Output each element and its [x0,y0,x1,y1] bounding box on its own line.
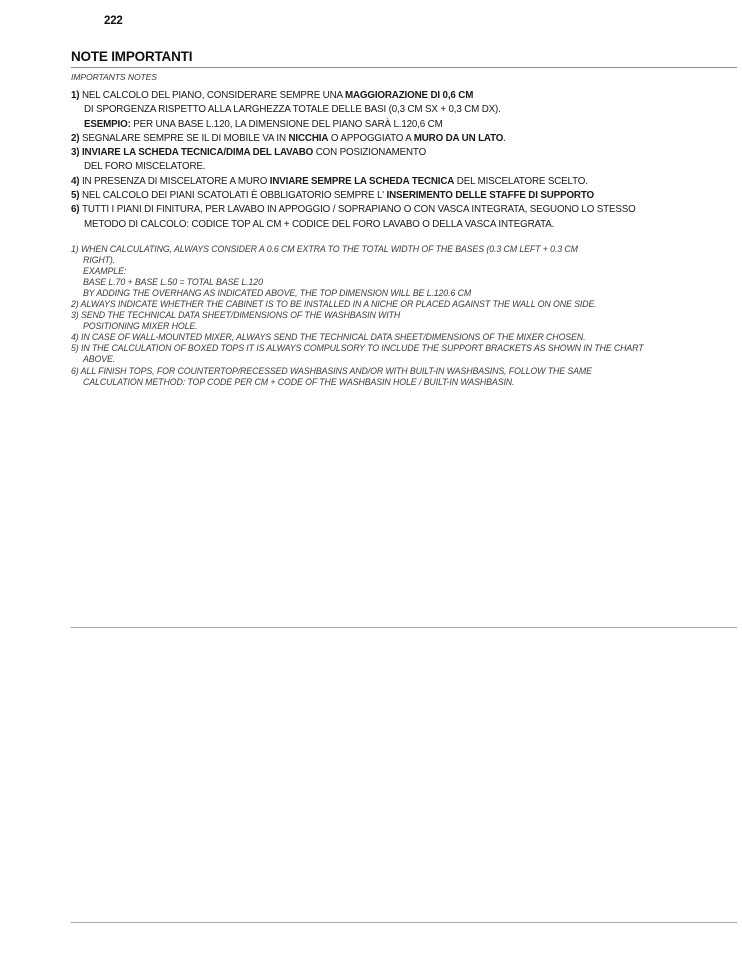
note-text: POSITIONING MIXER HOLE. [83,321,198,332]
note-line [71,244,737,255]
note-text-segment: NEL CALCOLO DEI PIANI SCATOLATI È OBBLIGATORIO SEMPRE L' [81,190,387,202]
note-text: ALL FINISH TOPS, FOR COUNTERTOP/RECESSED WASHBASINS AND/OR WITH BUILT-IN WASHBASINS, FOLLOW THE SAME [80,365,592,376]
note-line [71,103,737,117]
note-text: IN THE CALCULATION OF BOXED TOPS IT IS ALWAYS COMPULSORY TO INCLUDE THE SUPPORT BRACKETS AS SHOWN IN THE CHART [80,343,644,354]
note-text: EXAMPLE: [83,266,127,277]
note-text-segment: INVIARE LA SCHEDA TECNICA/DIMA DEL LAVABO [81,147,314,159]
note-text: BY ADDING THE OVERHANG AS INDICATED ABOVE, THE TOP DIMENSION WILL BE L.120.6 CM [83,288,472,299]
note-text: ALWAYS INDICATE WHETHER THE CABINET IS TO BE INSTALLED IN A NICHE OR PLACED AGAINST THE WALL ON ONE SIDE. [80,299,597,310]
english-notes-list [71,244,737,388]
note-text: CALCULATION METHOD: TOP CODE PER CM + CODE OF THE WASHBASIN HOLE / BUILT-IN WASHBASIN. [83,376,515,387]
note-item [71,343,737,365]
note-item [71,332,737,343]
note-text-segment: DI SPORGENZA RISPETTO ALLA LARGHEZZA TOTALE DELLE BASI (0,3 CM SX + 0,3 CM DX). [84,104,501,116]
note-line [71,132,737,146]
note-text-segment: TUTTI I PIANI DI FINITURA, PER LAVABO IN APPOGGIO / SOPRAPIANO O CON VASCA INTEGRATA, SEGUONO LO STESSO [81,204,636,216]
note-text-segment: INVIARE SEMPRE LA SCHEDA TECNICA [269,175,455,187]
note-text: ABOVE. [83,354,116,365]
note-text: BASE L.70 + BASE L.50 = TOTAL BASE L.120 [83,277,263,288]
note-line [71,343,737,354]
note-line [71,146,737,160]
note-text-segment: MURO DA UN LATO [413,132,504,144]
note-number: 3) [71,310,81,321]
note-line [71,255,737,266]
note-text-segment: ESEMPIO: [84,118,131,130]
note-text: WHEN CALCULATING, ALWAYS CONSIDER A 0.6 CM EXTRA TO THE TOTAL WIDTH OF THE BASES (0.3 CM LEFT + 0.3 CM [80,244,578,254]
note-line [71,218,737,232]
note-text-segment: DEL MISCELATORE SCELTO. [454,175,588,187]
note-text-segment: IN PRESENZA DI MISCELATORE A MURO [81,175,270,187]
note-line [71,160,737,174]
note-line [71,89,737,103]
note-number: 4) [71,175,82,187]
bottom-divider [71,922,737,923]
note-number: 2) [71,132,82,144]
note-line [71,118,737,132]
note-line [71,189,737,203]
note-number: 5) [71,343,81,354]
note-text-segment: NICCHIA [288,132,329,144]
middle-divider [71,627,737,628]
note-text-segment: . [503,132,506,144]
note-text-segment: INSERIMENTO DELLE STAFFE DI SUPPORTO [386,190,594,202]
note-text-segment: CON POSIZIONAMENTO [313,147,427,159]
italian-notes-list [71,89,737,232]
note-number: 5) [71,190,82,202]
note-item [71,244,737,299]
note-item [71,175,737,189]
note-number: 4) [71,332,81,343]
note-text-segment: NEL CALCOLO DEL PIANO, CONSIDERARE SEMPRE UNA [81,90,345,101]
page-subtitle: IMPORTANTS NOTES [71,72,157,82]
note-number: 1) [71,90,82,101]
page-number: 222 [104,15,123,27]
note-text-segment: O APPOGGIATO A [328,132,414,144]
note-line [71,377,737,388]
note-line [71,175,737,189]
note-item [71,132,737,146]
note-text-segment: DEL FORO MISCELATORE. [84,161,206,173]
note-text-segment: PER UNA BASE L.120, LA DIMENSIONE DEL PIANO SARÀ L.120,6 CM [130,118,443,130]
note-line [71,332,737,343]
note-text-segment: SEGNALARE SEMPRE SE IL DI MOBILE VA IN [81,132,289,144]
page-title: NOTE IMPORTANTI [71,49,193,64]
note-item [71,203,737,232]
note-item [71,189,737,203]
note-number: 6) [71,204,82,216]
note-line [71,366,737,377]
title-divider [71,67,737,68]
note-line [71,354,737,365]
note-item [71,299,737,310]
note-line [71,299,737,310]
note-text: RIGHT). [83,255,116,266]
note-line [71,203,737,217]
note-number: 1) [71,244,81,254]
note-item [71,366,737,388]
note-item [71,146,737,175]
note-item [71,89,737,132]
note-text-segment: METODO DI CALCOLO: CODICE TOP AL CM + CODICE DEL FORO LAVABO O DELLA VASCA INTEGRATA. [84,218,555,230]
note-number: 2) [71,299,81,310]
note-number: 3) [71,147,82,159]
note-number: 6) [71,365,81,376]
note-line [71,288,737,299]
note-text: IN CASE OF WALL-MOUNTED MIXER, ALWAYS SEND THE TECHNICAL DATA SHEET/DIMENSIONS OF THE MIXER CHOSEN. [80,332,586,343]
note-text: SEND THE TECHNICAL DATA SHEET/DIMENSIONS OF THE WASHBASIN WITH [80,310,401,321]
note-line [71,266,737,277]
note-line [71,310,737,321]
note-text-segment: MAGGIORAZIONE DI 0,6 CM [344,90,474,101]
note-line [71,321,737,332]
note-item [71,310,737,332]
note-line [71,277,737,288]
